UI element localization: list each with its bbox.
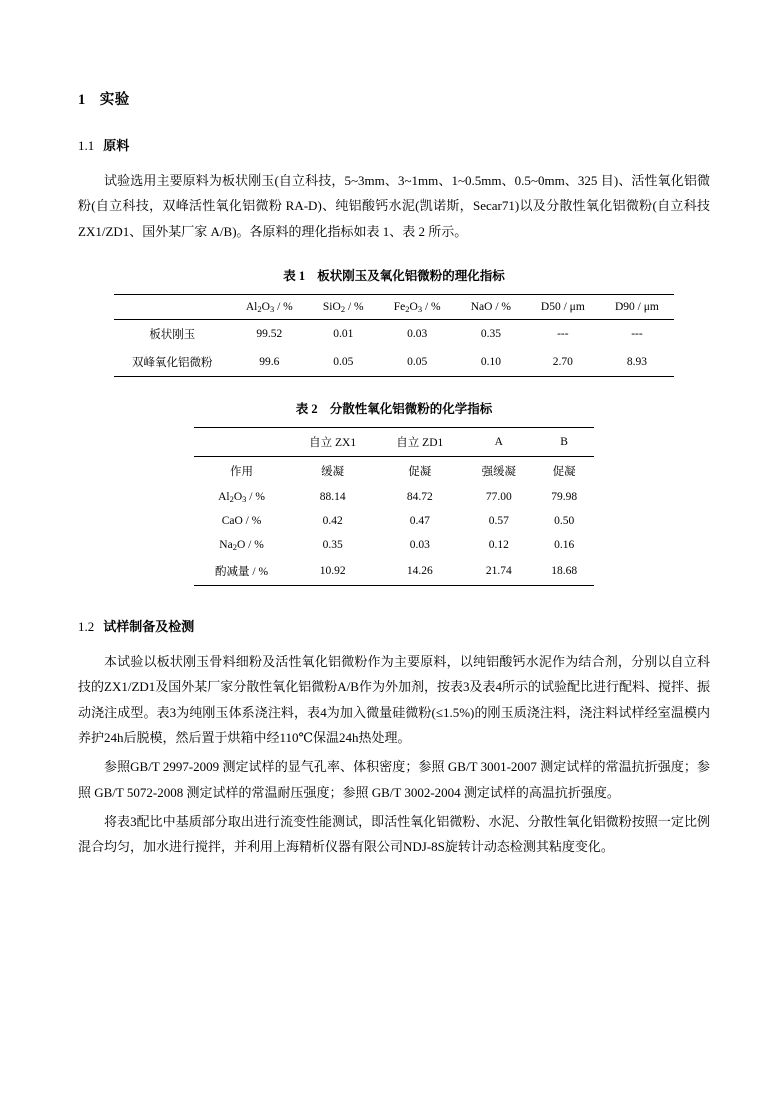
table-2-row-2-v0: 0.42 [322,515,343,528]
table-2-row-4-v3: 18.68 [534,557,594,586]
table-row [194,509,594,533]
table-2 [194,427,594,586]
table-2-label: 表 2 [295,402,318,417]
table-1 [114,294,674,377]
paragraph-rheology: 将表3配比中基质部分取出进行流变性能测试，即活性氧化铝微粉、水泥、分散性氧化铝微粉按照一定比例混合均匀，加水进行搅拌，并利用上海精析仪器有限公司NDJ-8S旋转计动态检测其粘度变化。 [78,814,710,855]
table-2-row-0-v1: 促凝 [376,457,463,486]
table-2-col-4: B [534,428,594,457]
table-1-row-1-v3: 0.10 [456,348,526,377]
section-heading-1-1 [78,135,710,154]
paragraph-standards: 参照GB/T 2997-2009 测定试样的显气孔率、体积密度；参照 GB/T 3001-2007 测定试样的常温抗折强度；参照 GB/T 5072-2008 测定试样的常温耐压强度；参照 GB/T 3002-2004 测定试样的高温抗折强度。 [78,759,710,800]
section-number: 1 [78,92,86,108]
paragraph-raw-materials: 试验选用主要原料为板状刚玉(自立科技，5~3mm、3~1mm、1~0.5mm、0.5~0mm、325 目)、活性氧化铝微粉(自立科技，双峰活性氧化铝微粉 RA-D)、纯铝酸钙水泥(凯诺斯，Secar71)以及分散性氧化铝微粉(自立科技 ZX1/ZD1、国外某厂家 A/B)。各原料的理化指标如表 1、表 2 所示。 [78,173,710,239]
table-1-col-1: $Al_2O_3$ / % [231,295,309,320]
table-1-caption [78,266,710,284]
subsection-number: 1.1 [78,138,95,153]
table-2-row-0-name: 作用 [194,457,289,486]
table-1-col-3: $Fe_2O_3$ / % [378,295,456,320]
table-1-col-2: SiO$_2$ / % [308,295,378,320]
table-1-col-5: D50 / μm [526,295,600,320]
table-1-row-0-v0: 99.52 [231,320,309,349]
table-2-row-3-v1: 0.03 [409,539,430,552]
subsection-title: 试样制备及检测 [103,619,195,635]
paragraph-preparation: 本试验以板状刚玉骨料细粉及活性氧化铝微粉作为主要原料，以纯铝酸钙水泥作为结合剂，分别以自立科技的ZX1/ZD1及国外某厂家分散性氧化铝微粉A/B作为外加剂，按表3及表4所示的试验配比进行配料、搅拌、振动浇注成型。表3为纯刚玉体系浇注料，表4为加入微量硅微粉(≤1.5%)的刚玉质浇注料，浇注料试样经室温模内养护24h后脱模，然后置于烘箱中经110℃保温24h热处理。 [78,654,710,746]
table-row [114,348,674,377]
table-2-title: 分散性氧化铝微粉的化学指标 [329,402,493,417]
table-2-caption [78,399,710,417]
section-heading-1-2 [78,616,710,635]
subsection-title: 原料 [103,138,130,153]
table-1-row-1-v0: 99.6 [231,348,309,377]
table-2-row-0-v2: 强缓凝 [463,457,534,486]
table-1-row-0-v1: 0.01 [308,320,378,349]
table-1-row-0-name: 板状刚玉 [114,320,231,349]
table-2-row-0-v0: 缓凝 [289,457,376,486]
table-row [194,485,594,509]
table-2-row-1-v1: 84.72 [406,491,433,504]
table-2-row-0-v3: 促凝 [534,457,594,486]
table-2-row-4-v2: 21.74 [463,557,534,586]
table-2-col-1: 自立 ZX1 [289,428,376,457]
table-1-row-1-v5: 8.93 [600,348,674,377]
table-2-row-1-v2: 77.00 [485,491,512,504]
table-1-row-0-v2: 0.03 [378,320,456,349]
section-title: 实验 [99,92,130,108]
table-1-col-4: NaO / % [456,295,526,320]
table-1-row-0-v5: --- [600,320,674,349]
table-1-row-0-v4: --- [526,320,600,349]
table-row [194,533,594,557]
table-row [194,457,594,486]
table-2-row-2-v1: 0.47 [409,515,430,528]
table-row [114,320,674,349]
table-1-row-1-v4: 2.70 [526,348,600,377]
table-2-row-4-v0: 10.92 [289,557,376,586]
table-1-col-6: D90 / μm [600,295,674,320]
table-2-row-1-v3: 79.98 [551,491,578,504]
table-row [194,557,594,586]
table-1-col-0 [114,295,231,320]
table-2-row-2-v2: 0.57 [488,515,509,528]
table-2-col-3: A [463,428,534,457]
table-1-row-1-v1: 0.05 [308,348,378,377]
table-1-header-row [114,295,674,320]
table-2-row-1-v0: 88.14 [319,491,346,504]
table-2-row-3-v3: 0.16 [554,539,575,552]
table-1-title: 板状刚玉及氧化铝微粉的理化指标 [317,269,505,284]
table-2-row-2-v3: 0.50 [554,515,575,528]
table-2-row-1-name: $Al_2O_3$ / % [218,491,265,505]
section-heading-1 [78,88,710,109]
table-2-row-3-name: $Na_2O$ / % [219,539,264,553]
table-1-label: 表 1 [283,269,306,284]
spacer [78,586,710,616]
subsection-number: 1.2 [78,619,95,635]
table-2-row-3-v2: 0.12 [488,539,509,552]
table-2-row-4-v1: 14.26 [376,557,463,586]
table-2-col-0 [194,428,289,457]
table-2-row-4-name: 酌减量 / % [194,557,289,586]
table-2-row-3-v0: 0.35 [322,539,343,552]
table-2-col-2: 自立 ZD1 [376,428,463,457]
table-1-row-1-v2: 0.05 [378,348,456,377]
table-1-row-0-v3: 0.35 [456,320,526,349]
table-1-row-1-name: 双峰氧化铝微粉 [114,348,231,377]
table-2-header-row [194,428,594,457]
table-2-row-2-name: CaO / % [221,515,262,528]
